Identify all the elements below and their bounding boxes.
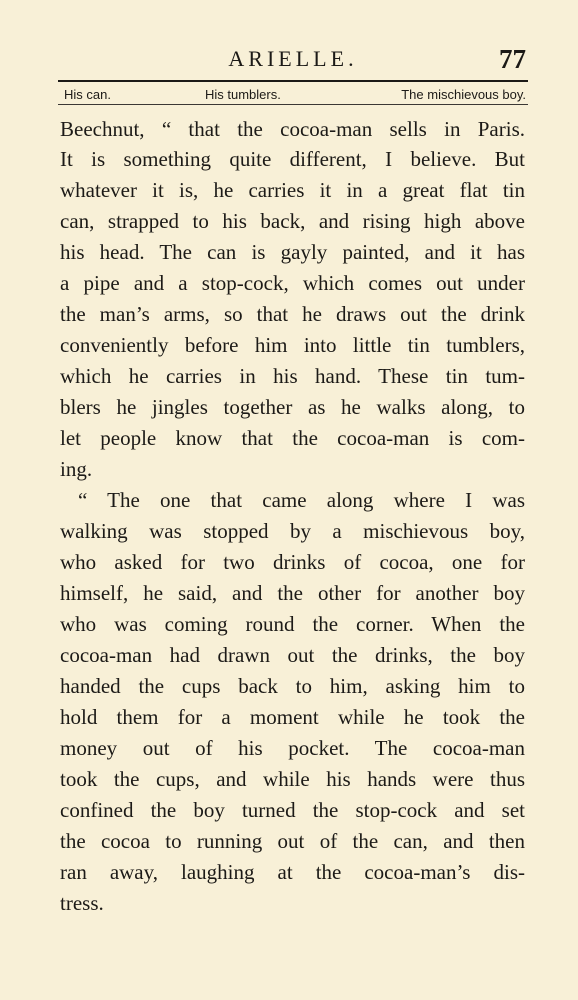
page-number: 77 (499, 44, 526, 74)
text-line: hold them for a moment while he took the (60, 705, 525, 729)
text-line: which he carries in his hand. These tin tum- (60, 364, 525, 388)
text-line: conveniently before him into little tin tumblers, (60, 333, 525, 357)
text-line: let people know that the cocoa-man is com- (60, 426, 525, 450)
running-title: ARIELLE. (228, 46, 358, 71)
header-bottom-rule (58, 104, 528, 105)
topic-his-can: His can. (64, 87, 111, 102)
running-topics (64, 86, 526, 104)
text-line: tress. (60, 891, 104, 915)
text-line: ran away, laughing at the cocoa-man’s dis- (60, 860, 525, 884)
text-line: can, strapped to his back, and rising high above (60, 209, 525, 233)
text-line: the cocoa to running out of the can, and then (60, 829, 525, 853)
text-line: took the cups, and while his hands were thus (60, 767, 525, 791)
text-line: It is something quite different, I believe. But (60, 147, 525, 171)
text-line: whatever it is, he carries it in a great flat tin (60, 178, 525, 202)
running-head (60, 46, 526, 78)
text-line: walking was stopped by a mischievous boy, (60, 519, 525, 543)
text-line: handed the cups back to him, asking him to (60, 674, 525, 698)
text-line: a pipe and a stop-cock, which comes out under (60, 271, 525, 295)
text-line: ing. (60, 457, 93, 481)
text-line: his head. The can is gayly painted, and it has (60, 240, 525, 264)
text-line: money out of his pocket. The cocoa-man (60, 736, 525, 760)
text-line: Beechnut, “ that the cocoa-man sells in Paris. (60, 117, 525, 141)
text-line: the man’s arms, so that he draws out the drink (60, 302, 525, 326)
topic-mischievous-boy: The mischievous boy. (401, 87, 526, 102)
text-line: himself, he said, and the other for another boy (60, 581, 525, 605)
text-line: who asked for two drinks of cocoa, one for (60, 550, 525, 574)
topic-his-tumblers: His tumblers. (205, 87, 281, 102)
text-line: who was coming round the corner. When the (60, 612, 525, 636)
header-top-rule (58, 80, 528, 82)
text-line: confined the boy turned the stop-cock and set (60, 798, 525, 822)
paragraph-first-line: “ The one that came along where I was (78, 488, 525, 512)
text-line: cocoa-man had drawn out the drinks, the boy (60, 643, 525, 667)
text-line: blers he jingles together as he walks along, to (60, 395, 525, 419)
